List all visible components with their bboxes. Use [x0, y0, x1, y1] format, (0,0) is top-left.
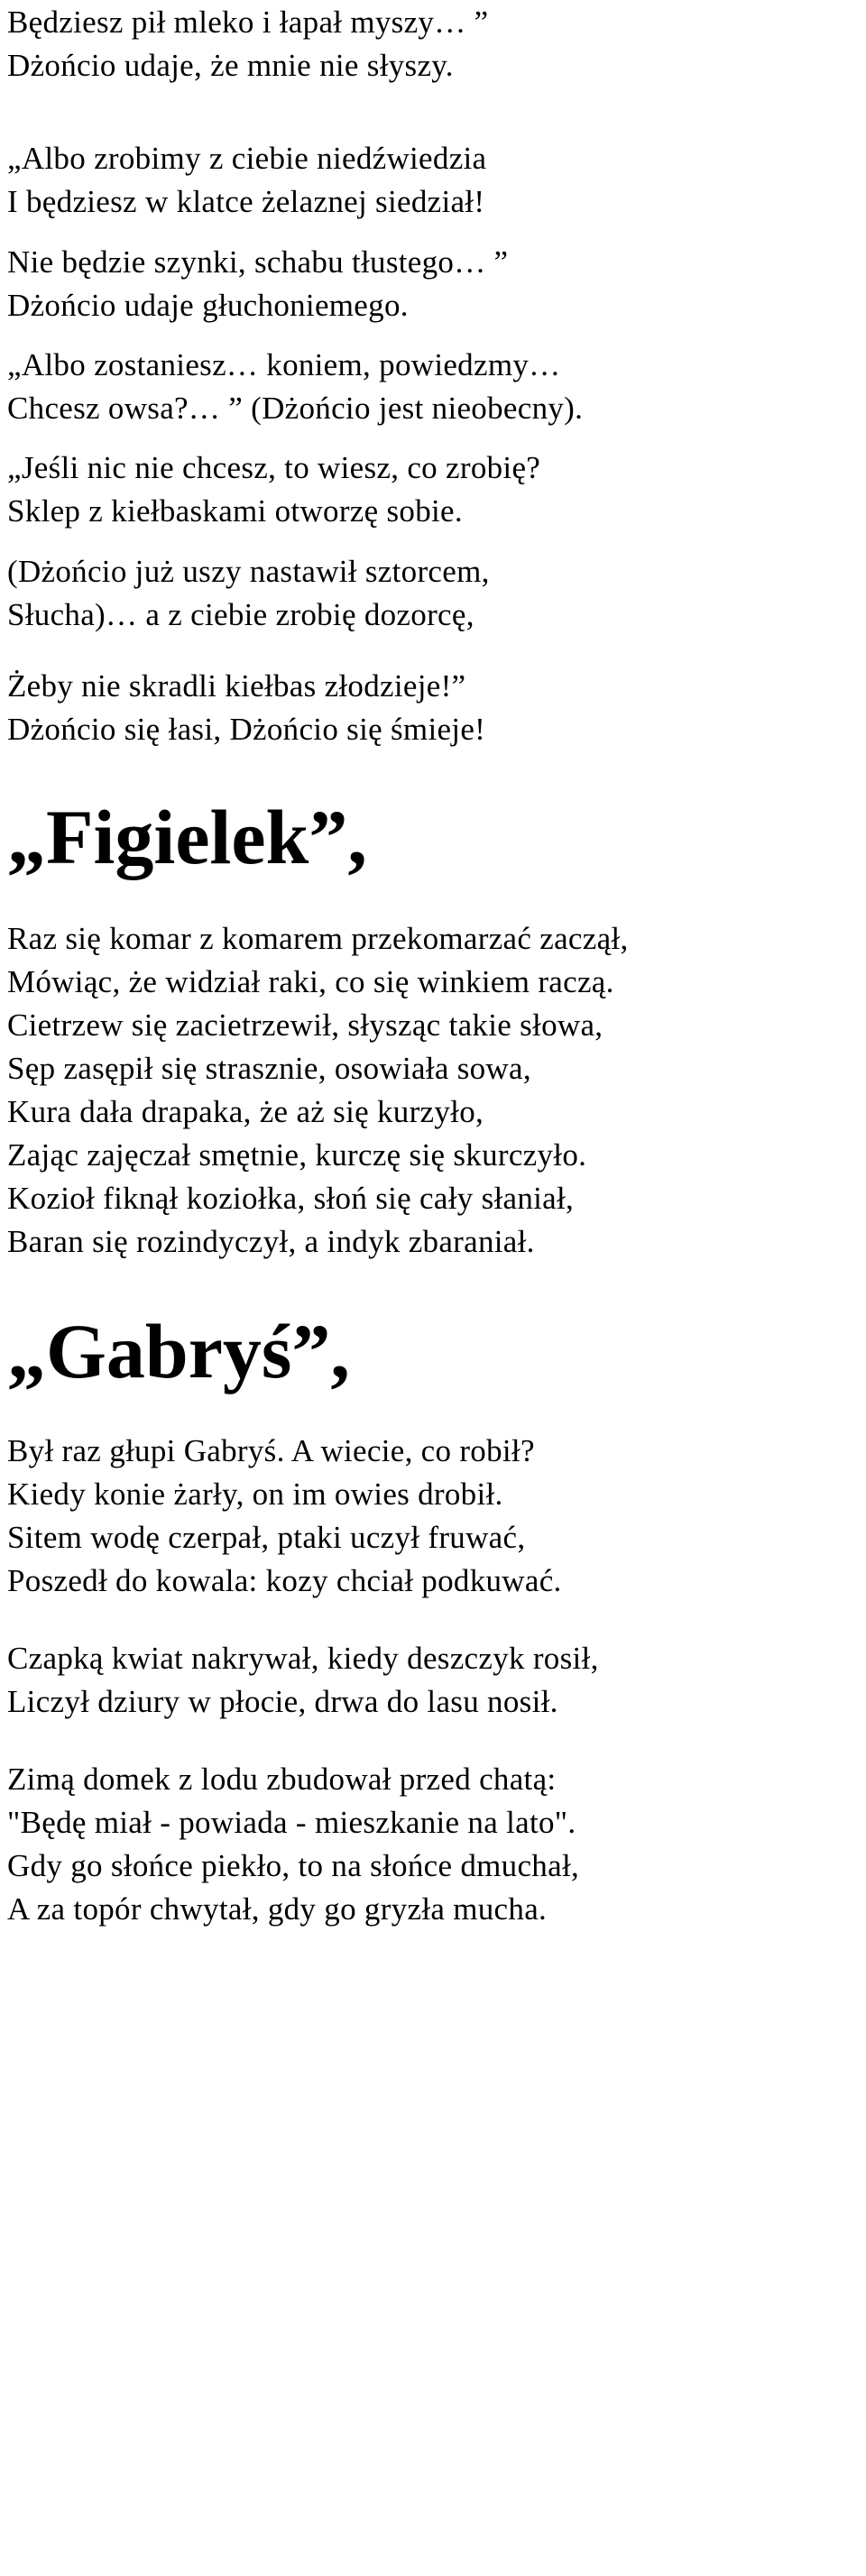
poem-line: Słucha)… a z ciebie zrobię dozorcę,: [7, 597, 474, 632]
gabrys-title: „Gabryś”,: [7, 1308, 350, 1394]
poem-line: Był raz głupi Gabryś. A wiecie, co robił?: [7, 1433, 535, 1468]
poem-line: Kozioł fiknął koziołka, słoń się cały słaniał,: [7, 1181, 575, 1216]
poem-line: Baran się rozindyczył, a indyk zbaraniał.: [7, 1224, 535, 1259]
poem-line: „Jeśli nic nie chcesz, to wiesz, co zrobię?: [7, 450, 541, 485]
poem-line: Mówiąc, że widział raki, co się winkiem raczą.: [7, 964, 614, 999]
poem-line: Żeby nie skradli kiełbas złodzieje!”: [7, 668, 466, 704]
poem-line: Raz się komar z komarem przekomarzać zaczął,: [7, 921, 629, 956]
figielek-title: „Figielek”,: [7, 794, 367, 880]
poem-line: Sęp zasępił się strasznie, osowiała sowa,: [7, 1051, 531, 1086]
poem-line: (Dżońcio już uszy nastawił sztorcem,: [7, 554, 490, 589]
poem-line: Poszedł do kowala: kozy chciał podkuwać.: [7, 1563, 562, 1598]
poem-line: Zając zajęczał smętnie, kurczę się skurczyło.: [7, 1137, 587, 1173]
poem-line: Liczył dziury w płocie, drwa do lasu nosił.: [7, 1684, 558, 1719]
poem-line: Gdy go słońce piekło, to na słońce dmuchał,: [7, 1848, 580, 1883]
poem-line: Kiedy konie żarły, on im owies drobił.: [7, 1477, 503, 1512]
poem-line: Dżońcio się łasi, Dżońcio się śmieje!: [7, 712, 486, 747]
poem-line: Czapką kwiat nakrywał, kiedy deszczyk rosił,: [7, 1641, 599, 1676]
poem-line: "Będę miał - powiada - mieszkanie na lato".: [7, 1805, 576, 1840]
poem-line: Kura dała drapaka, że aż się kurzyło,: [7, 1094, 484, 1129]
poem-line: I będziesz w klatce żelaznej siedział!: [7, 184, 485, 219]
poem-line: Zimą domek z lodu zbudował przed chatą:: [7, 1762, 557, 1797]
poem-line: Sitem wodę czerpał, ptaki uczył fruwać,: [7, 1520, 526, 1555]
poem-line: Dżońcio udaje głuchoniemego.: [7, 288, 409, 323]
poem-line: „Albo zrobimy z ciebie niedźwiedzia: [7, 141, 487, 176]
poem-line: Będziesz pił mleko i łapał myszy… ”: [7, 5, 489, 40]
poem-line: Sklep z kiełbaskami otworzę sobie.: [7, 493, 463, 529]
poem-line: Chcesz owsa?… ” (Dżońcio jest nieobecny).: [7, 391, 584, 426]
poem-line: Dżońcio udaje, że mnie nie słyszy.: [7, 48, 454, 83]
poem-line: „Albo zostaniesz… koniem, powiedzmy…: [7, 347, 561, 382]
poem-line: A za topór chwytał, gdy go gryzła mucha.: [7, 1891, 548, 1927]
poem-line: Cietrzew się zacietrzewił, słysząc takie słowa,: [7, 1007, 603, 1043]
poem-line: Nie będzie szynki, schabu tłustego… ”: [7, 244, 509, 280]
